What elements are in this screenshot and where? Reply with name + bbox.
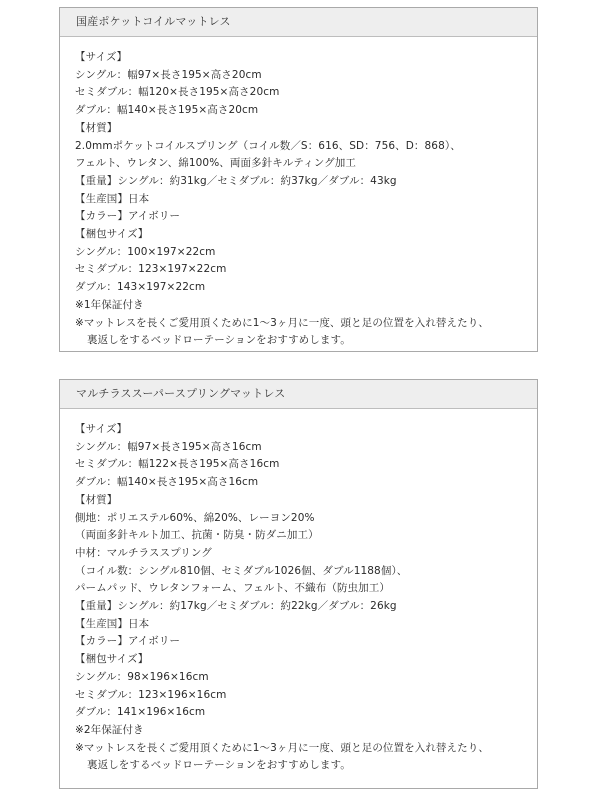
spec-line: ※2年保証付き	[75, 723, 144, 736]
panel-title: マルチラススーパースプリングマットレス	[60, 380, 537, 409]
spec-line: ダブル：幅140×長さ195×高さ16cm	[75, 476, 259, 489]
spec-line: 【梱包サイズ】	[75, 653, 149, 666]
spec-panel-pocket-coil	[59, 7, 538, 352]
spec-line: 【材質】	[75, 121, 118, 134]
spec-line: 裏返しをするベッドローテーションをおすすめします。	[87, 334, 351, 347]
spec-line: ダブル：141×196×16cm	[75, 706, 206, 719]
spec-line: 【カラー】アイボリー	[75, 635, 181, 648]
spec-line: シングル：100×197×22cm	[75, 245, 216, 258]
spec-line: （両面多針キルト加工、抗菌・防臭・防ダニ加工）	[75, 529, 319, 542]
spec-line: 【材質】	[75, 493, 118, 506]
spec-line: セミダブル：123×197×22cm	[75, 263, 227, 276]
spec-line: 中材：マルチラススプリング	[75, 546, 212, 559]
spec-line: ダブル：143×197×22cm	[75, 281, 206, 294]
spec-line: 【重量】シングル：約31kg／セミダブル：約37kg／ダブル：43kg	[75, 174, 397, 187]
spec-panel-multi-spring	[59, 379, 538, 789]
spec-line: シングル：幅97×長さ195×高さ16cm	[75, 440, 262, 453]
spec-line: セミダブル：123×196×16cm	[75, 688, 227, 701]
spec-line: 【サイズ】	[75, 423, 128, 435]
panel-title: 国産ポケットコイルマットレス	[60, 8, 537, 37]
spec-line: （コイル数：シングル810個、セミダブル1026個、ダブル1188個）、	[75, 564, 408, 577]
spec-line: 【重量】シングル：約17kg／セミダブル：約22kg／ダブル：26kg	[75, 600, 397, 613]
spec-line: パームパッド、ウレタンフォーム、フェルト、不織布（防虫加工）	[75, 582, 390, 595]
spec-line: 裏返しをするベッドローテーションをおすすめします。	[87, 759, 351, 772]
spec-line: フェルト、ウレタン、綿100%、両面多針キルティング加工	[75, 157, 356, 170]
spec-line: ダブル：幅140×長さ195×高さ20cm	[75, 104, 259, 117]
spec-line: シングル：幅97×長さ195×高さ20cm	[75, 68, 262, 81]
spec-line: 側地：ポリエステル60%、綿20%、レーヨン20%	[75, 511, 315, 524]
spec-line: 【生産国】日本	[75, 617, 150, 630]
spec-line: ※マットレスを長くご愛用頂くために1～3ヶ月に一度、頭と足の位置を入れ替えたり、	[75, 316, 489, 329]
spec-line: 【カラー】アイボリー	[75, 210, 181, 223]
spec-line: ※1年保証付き	[75, 298, 144, 311]
spec-line: 2.0mmポケットコイルスプリング（コイル数／S：616、SD：756、D：868）、	[75, 139, 461, 152]
spec-line: セミダブル：幅122×長さ195×高さ16cm	[75, 458, 280, 471]
spec-line: ※マットレスを長くご愛用頂くために1～3ヶ月に一度、頭と足の位置を入れ替えたり、	[75, 741, 489, 754]
spec-line: セミダブル：幅120×長さ195×高さ20cm	[75, 86, 280, 99]
spec-line: 【生産国】日本	[75, 192, 150, 205]
spec-line: 【サイズ】	[75, 51, 128, 63]
spec-line: シングル：98×196×16cm	[75, 670, 209, 683]
spec-line: 【梱包サイズ】	[75, 228, 149, 241]
spec-list	[60, 37, 537, 350]
spec-list	[60, 409, 537, 775]
